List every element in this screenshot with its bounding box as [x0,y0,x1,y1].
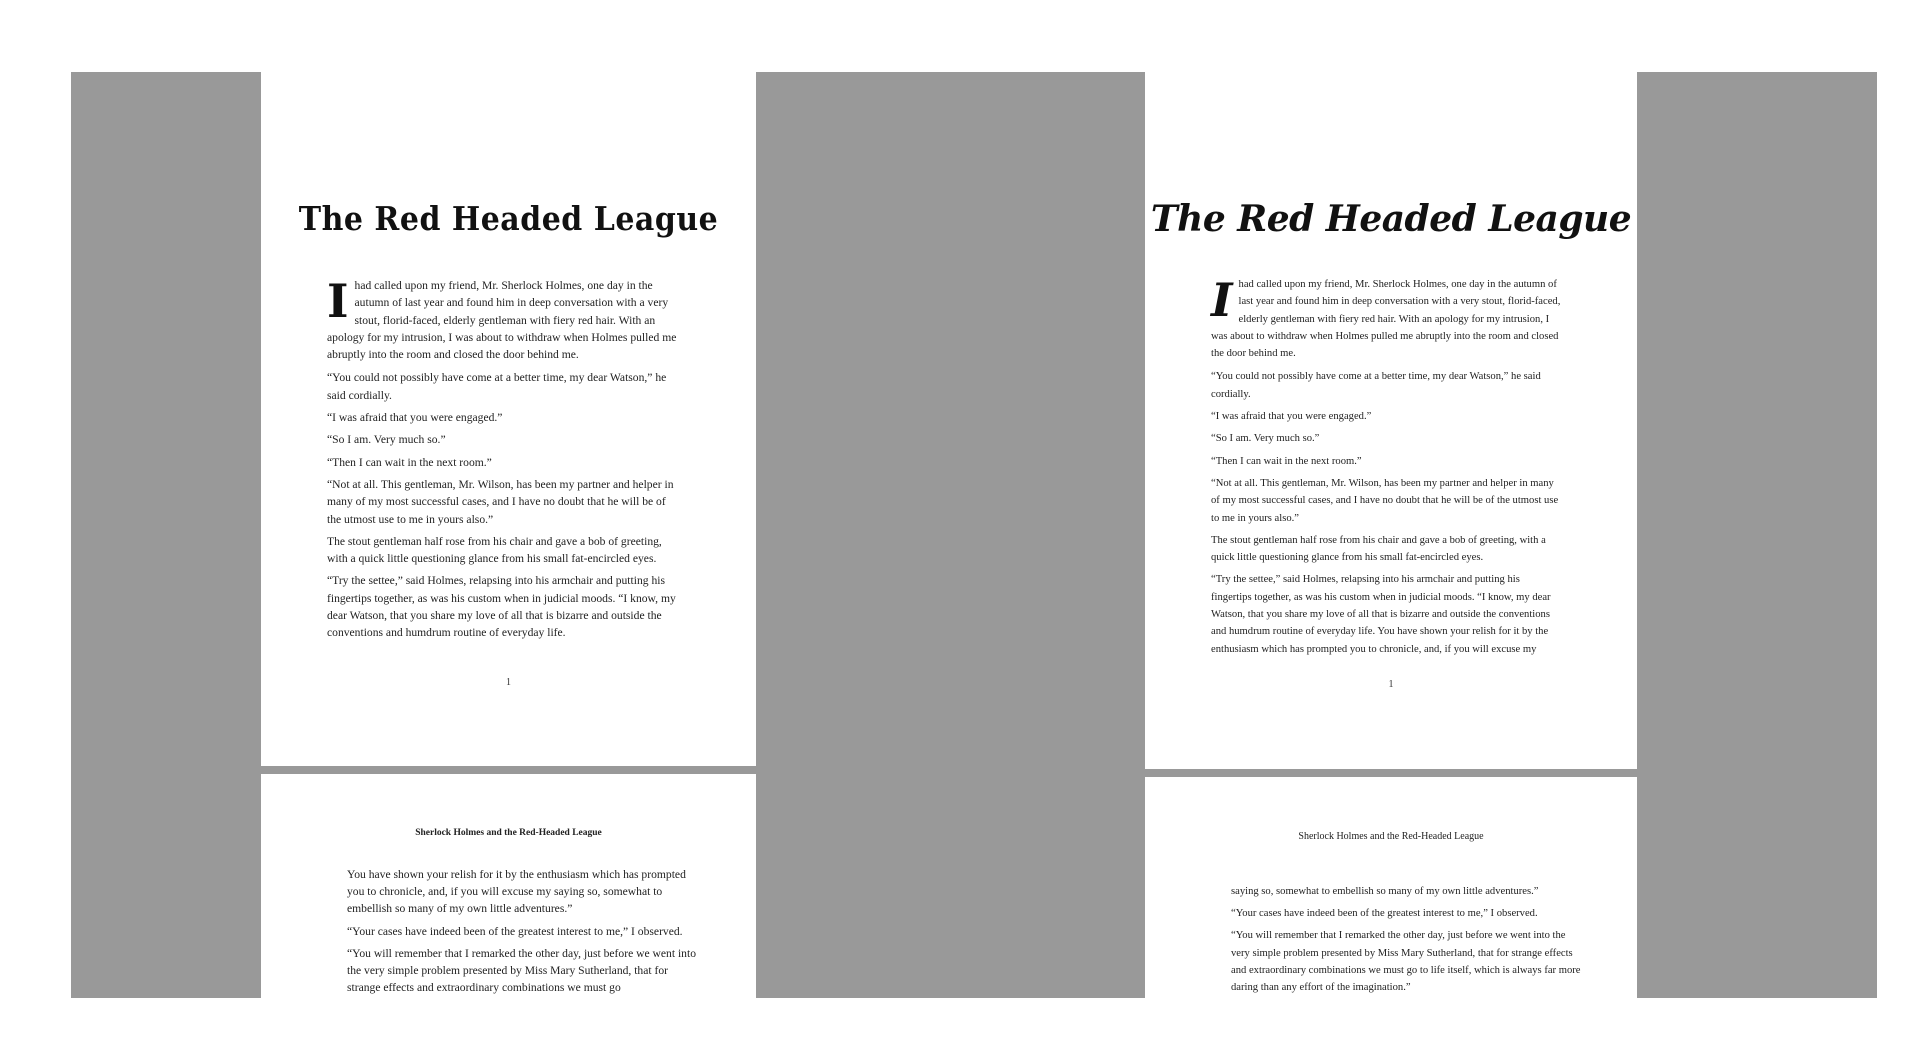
running-head: Sherlock Holmes and the Red-Headed League [415,828,602,838]
page-a-1 [261,72,756,766]
paragraph: “Not at all. This gentleman, Mr. Wilson, has been my partner and helper in many of my most successful cases, and I have no doubt that he will be of the utmost use to me in yours also.” [327,477,674,526]
body-text [1231,883,1581,998]
body-text [347,866,697,998]
drop-cap: I [1211,273,1233,327]
chapter-title: The Red Headed League [1150,198,1632,240]
paragraph: “Your cases have indeed been of the greatest interest to me,” I observed. [347,924,683,938]
first-paragraph: Ihad called upon my friend, Mr. Sherlock Holmes, one day in the autumn of last year and found him in deep conversation with a very stout, florid-faced, elderly gentleman with fiery red hair. With an apology for my intrusion, I was about to withdraw when Holmes pulled me abruptly into the room and closed the door behind me. [1211,273,1561,360]
paragraph: “Try the settee,” said Holmes, relapsing into his armchair and putting his fingertips together, as was his custom when in judicial moods. “I know, my dear Watson, that you share my love of all that is bizarre and outside the conventions and humdrum routine of everyday life. [327,574,676,640]
paragraph: “I was afraid that you were engaged.” [1211,411,1372,423]
paragraph: You have shown your relish for it by the enthusiasm which has prompted you to chronicle, and, if you will excuse my saying so, somewhat to embellish so many of my own little adventures.” [347,868,686,916]
page-b-2 [1145,777,1637,998]
page-b-1 [1145,72,1637,769]
first-paragraph: Ihad called upon my friend, Mr. Sherlock Holmes, one day in the autumn of last year and found him in deep conversation with a very stout, florid-faced, elderly gentleman with fiery red hair. With an apology for my intrusion, I was about to withdraw when Holmes pulled me abruptly into the room and closed the door behind me. [327,274,677,362]
paragraph: “Then I can wait in the next room.” [1211,455,1362,467]
paragraph: “Not at all. This gentleman, Mr. Wilson, has been my partner and helper in many of my most successful cases, and I have no doubt that he will be of the utmost use to me in yours also.” [1211,477,1559,524]
paragraph: “So I am. Very much so.” [1211,433,1320,445]
running-head: Sherlock Holmes and the Red-Headed League [1298,831,1484,842]
page-number: 1 [1388,679,1394,690]
paragraph: “You could not possibly have come at a better time, my dear Watson,” he said cordially. [327,371,667,402]
page-number: 1 [506,677,511,688]
body-text [327,274,677,647]
paragraph: “So I am. Very much so.” [327,433,446,447]
paragraph: “You could not possibly have come at a better time, my dear Watson,” he said cordially. [1211,371,1541,400]
paragraph: The stout gentleman half rose from his chair and gave a bob of greeting, with a quick little questioning glance from his small fat-encircled eyes. [327,534,662,566]
paragraph: “You will remember that I remarked the other day, just before we went into the very simple problem presented by Miss Mary Sutherland, that for strange effects and extraordinary combinations we must go [347,946,696,995]
drop-cap: I [327,274,349,328]
paragraph: “Try the settee,” said Holmes, relapsing into his armchair and putting his fingertips together, as was his custom when in judicial moods. “I know, my dear Watson, that you share my love of all that is bizarre and outside the conventions and humdrum routine of everyday life. You have shown your relish for it by the enthusiasm which has prompted you to chronicle, and, if you will excuse my [1211,574,1551,655]
paragraph: The stout gentleman half rose from his chair and gave a bob of greeting, with a quick little questioning glance from his small fat-encircled eyes. [1211,534,1546,564]
paragraph: saying so, somewhat to embellish so many of my own little adventures.” [1231,886,1539,897]
page-a-2 [261,774,756,998]
chapter-title: The Red Headed League [298,200,719,239]
paragraph: “Your cases have indeed been of the greatest interest to me,” I observed. [1231,908,1538,920]
paragraph: “Then I can wait in the next room.” [327,455,492,469]
document-viewer[interactable] [71,72,1877,998]
paragraph: “I was afraid that you were engaged.” [327,411,503,425]
body-text [1211,273,1561,663]
paragraph: “You will remember that I remarked the other day, just before we went into the very simple problem presented by Miss Mary Sutherland, that for strange effects and extraordinary combinations we must go to life itself, which is always far more daring than any effort of the imagination.” [1231,930,1581,994]
